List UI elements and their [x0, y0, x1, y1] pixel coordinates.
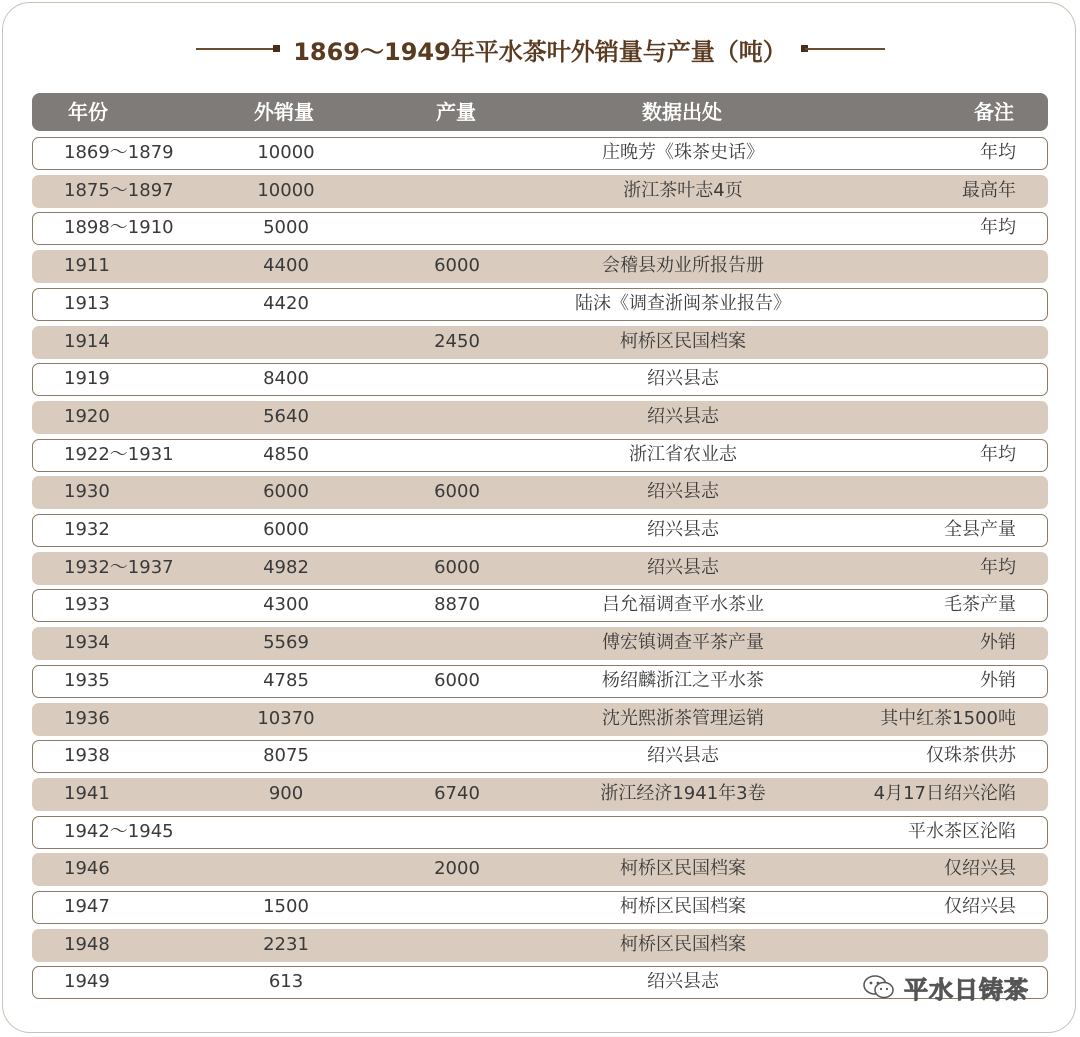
header-source: 数据出处 [642, 100, 722, 124]
cell-export: 2231 [263, 933, 309, 955]
table-row [32, 853, 1048, 886]
header-note: 备注 [974, 100, 1014, 124]
table-row [32, 929, 1048, 962]
table-row [32, 137, 1048, 170]
cell-export: 8075 [263, 745, 309, 767]
table-row [32, 326, 1048, 359]
cell-production: 6000 [434, 556, 480, 578]
cell-source: 浙江省农业志 [629, 443, 737, 465]
cell-year: 1898～1910 [64, 217, 174, 239]
cell-source: 绍兴县志 [647, 368, 719, 390]
cell-year: 1946 [64, 858, 110, 880]
cell-note: 年均 [980, 556, 1016, 578]
cell-source: 柯桥区民国档案 [620, 933, 746, 955]
cell-production: 2000 [434, 858, 480, 880]
cell-export: 613 [268, 971, 304, 993]
cell-export: 4982 [263, 556, 309, 578]
cell-production: 6740 [434, 782, 480, 804]
table-row [32, 740, 1048, 773]
cell-year: 1947 [64, 896, 110, 917]
cell-production: 6000 [434, 255, 480, 277]
header-production: 产量 [436, 100, 476, 124]
table-row [32, 816, 1048, 849]
cell-source: 绍兴县志 [647, 745, 719, 767]
cell-note: 仅珠茶供苏 [926, 745, 1016, 767]
cell-source: 浙江茶叶志4页 [623, 179, 743, 201]
table-row [32, 476, 1048, 509]
cell-source: 绍兴县志 [647, 481, 719, 503]
cell-production: 6000 [434, 481, 480, 503]
cell-export: 5569 [263, 632, 309, 654]
cell-note: 全县产量 [944, 519, 1016, 540]
cell-year: 1875～1897 [64, 179, 174, 201]
cell-year: 1934 [64, 632, 110, 654]
title-bar [0, 28, 1080, 72]
cell-export: 4400 [263, 255, 309, 277]
cell-year: 1911 [64, 255, 110, 277]
cell-export: 1500 [263, 896, 309, 917]
table-row [32, 363, 1048, 396]
cell-export: 4850 [263, 443, 309, 465]
table-row [32, 665, 1048, 698]
cell-year: 1922～1931 [64, 443, 174, 465]
cell-year: 1914 [64, 330, 110, 352]
cell-note: 年均 [980, 217, 1016, 239]
cell-export: 4785 [263, 669, 309, 691]
table-row [32, 627, 1048, 660]
cell-export: 10000 [257, 179, 315, 201]
cell-year: 1948 [64, 933, 110, 955]
cell-year: 1933 [64, 594, 110, 616]
table-row [32, 891, 1048, 924]
cell-year: 1913 [64, 292, 110, 314]
cell-production: 8870 [434, 594, 480, 616]
cell-production: 6000 [434, 669, 480, 691]
table-row [32, 589, 1048, 622]
cell-export: 6000 [263, 481, 309, 503]
table-row [32, 175, 1048, 208]
cell-export: 10370 [257, 707, 315, 729]
cell-year: 1932～1937 [64, 556, 174, 578]
cell-note: 年均 [980, 443, 1016, 465]
cell-export: 6000 [263, 519, 309, 540]
wechat-icon [862, 974, 896, 1000]
cell-production: 2450 [434, 330, 480, 352]
cell-note: 仅绍兴县 [944, 896, 1016, 917]
cell-source: 沈光熙浙茶管理运销 [602, 707, 764, 729]
watermark-text: 平水日铸茶 [904, 975, 1029, 1004]
cell-year: 1932 [64, 519, 110, 540]
cell-note: 毛茶产量 [944, 594, 1016, 616]
cell-source: 浙江经济1941年3卷 [600, 782, 766, 804]
cell-export: 4420 [263, 292, 309, 314]
cell-source: 杨绍麟浙江之平水茶 [602, 669, 764, 691]
table-row [32, 514, 1048, 547]
table-row [32, 778, 1048, 811]
page-title: 1869～1949年平水茶叶外销量与产量（吨） [293, 38, 787, 66]
cell-note: 最高年 [962, 179, 1016, 201]
header-export: 外销量 [254, 100, 314, 124]
table-row [32, 250, 1048, 283]
cell-source: 柯桥区民国档案 [620, 858, 746, 880]
watermark [862, 968, 1029, 1006]
cell-note: 仅绍兴县 [944, 858, 1016, 880]
cell-source: 傅宏镇调查平茶产量 [602, 632, 764, 654]
cell-note: 其中红茶1500吨 [880, 707, 1016, 729]
cell-source: 绍兴县志 [647, 519, 719, 540]
cell-source: 绍兴县志 [647, 971, 719, 993]
cell-export: 4300 [263, 594, 309, 616]
cell-export: 5000 [263, 217, 309, 239]
cell-source: 绍兴县志 [647, 556, 719, 578]
table-row [32, 401, 1048, 434]
cell-source: 会稽县劝业所报告册 [602, 255, 764, 277]
cell-source: 庄晚芳《珠茶史话》 [602, 142, 764, 163]
cell-export: 5640 [263, 405, 309, 427]
cell-export: 8400 [263, 368, 309, 390]
table-row [32, 439, 1048, 472]
cell-note: 年均 [980, 142, 1016, 163]
title-decoration-right [805, 48, 885, 50]
cell-source: 柯桥区民国档案 [620, 896, 746, 917]
cell-export: 900 [268, 782, 304, 804]
cell-note: 4月17日绍兴沦陷 [873, 782, 1016, 804]
table-row [32, 212, 1048, 245]
cell-year: 1949 [64, 971, 110, 993]
cell-note: 外销 [980, 669, 1016, 691]
table-row [32, 288, 1048, 321]
table-row [32, 703, 1048, 736]
cell-year: 1938 [64, 745, 110, 767]
cell-year: 1919 [64, 368, 110, 390]
cell-year: 1942～1945 [64, 820, 174, 842]
table-header [32, 93, 1048, 131]
cell-source: 陆沫《调查浙闽茶业报告》 [575, 292, 791, 314]
cell-year: 1869～1879 [64, 142, 174, 163]
cell-year: 1920 [64, 405, 110, 427]
header-year: 年份 [68, 100, 108, 124]
table-row [32, 552, 1048, 585]
cell-year: 1935 [64, 669, 110, 691]
cell-year: 1941 [64, 782, 110, 804]
cell-export: 10000 [257, 142, 315, 163]
cell-year: 1936 [64, 707, 110, 729]
cell-source: 绍兴县志 [647, 405, 719, 427]
cell-note: 外销 [980, 632, 1016, 654]
cell-year: 1930 [64, 481, 110, 503]
cell-source: 柯桥区民国档案 [620, 330, 746, 352]
cell-source: 吕允福调查平水茶业 [602, 594, 764, 616]
cell-note: 平水茶区沦陷 [908, 820, 1016, 842]
